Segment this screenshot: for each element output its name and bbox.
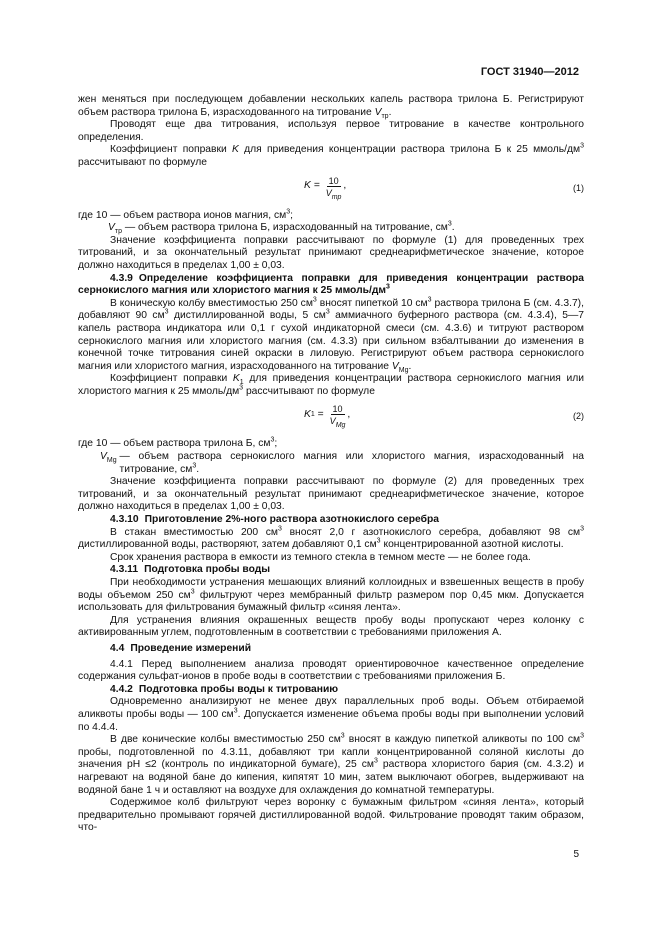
definition: $V_{тр}$ — объем раствора трилона Б, израсходованный на титрование, $см^3$.: [108, 220, 455, 236]
paragraph: Коэффициент поправки K для приведения концентрации раствора трилона Б к 25 ммоль/$дм^3$ рассчитывают по формуле: [78, 142, 584, 168]
document-body: [78, 94, 584, 835]
paragraph: В стакан вместимостью 200 $см^3$ вносят 2,0 г азотнокислого серебра, добавляют 98 $см^3$ дистиллированной воды, растворяют, затем добавляют 0,1 $см^3$ концентрированной азотной кислоты.: [78, 525, 584, 551]
paragraph: Коэффициент поправки $K_1$ для приведения концентрации раствора сернокислого магния или хлористого магния к 25 ммоль/$дм^3$ рассчитывают по формуле: [78, 373, 584, 397]
formula-number: (1): [573, 182, 584, 193]
paragraph: В коническую колбу вместимостью 250 $см^3$ вносят пипеткой 10 $см^3$ раствора трилона Б (см. 4.3.7), добавляют 90 $см^3$ дистиллированной воды, 5 $см^3$ аммиачного буферного раствора (см. 4.3.4), 5—7 капель раствора индикатора или 0,1 г сухой индикаторной смеси (см. 4.3.6) и титруют раствором сернокислого магния или хлористого магния (см. 4.3.3) при сильном взбалтывании до изменения в конечной точке титрования синей окраски в лиловую. Регистрируют объем раствора сернокислого магния или хлористого магния, израсходованного на титрование $V_{Mg}$.: [78, 296, 584, 374]
paragraph: Содержимое колб фильтруют через воронку с бумажным фильтром «синяя лента», который предварительно промывают горячей дистиллированной водой. Фильтрование проводят таким образом, что-: [78, 797, 584, 834]
paragraph: Срок хранения раствора в емкости из темного стекла в темном месте — не более года.: [110, 551, 531, 563]
paragraph: 4.4.1 Перед выполнением анализа проводят ориентировочное качественное определение содержания сульфат-ионов в пробе воды в соответствии с требованиями приложения Б.: [78, 658, 584, 683]
paragraph: В две конические колбы вместимостью 250 $см^3$ вносят в каждую пипеткой аликвоты по 100 $см^3$ пробы, подготовленной по 4.3.11, добавляют три капли концентрированной соляной кислоты до значения pH ≤2 (контроль по индикаторной бумаге), 25 $см^3$ раствора хлористого бария (см. 4.3.2) и нагревают на водяной бане до кипения, кипятят 10 мин, затем выключают обогрев, выдерживают на водяной бане 1 ч и оставляют на воздухе для охлаждения до комнатной температуры.: [78, 732, 584, 796]
paragraph: При необходимости устранения мешающих влияний коллоидных и взвешенных веществ в пробу воды объемом 250 $см^3$ фильтруют через мембранный фильтр размером пор 0,45 мкм. Допускается использовать для фильтрования бумажный фильтр «синяя лента».: [78, 577, 584, 614]
formula-number: (2): [573, 411, 584, 422]
section-heading-4-3-11: 4.3.11 Подготовка пробы воды: [110, 564, 271, 576]
section-heading-4-3-10: 4.3.10 Приготовление 2%-ного раствора азотнокислого серебра: [110, 514, 439, 526]
definition: $V_{Mg}$ — объем раствора сернокислого магния или хлористого магния, израсходованный на титрование, $см^3$.: [100, 451, 584, 475]
paragraph: жен меняться при последующем добавлении нескольких капель раствора трилона Б. Регистрируют объем раствора трилона Б, израсходованного на титрование $V_{тр}$.: [78, 94, 584, 120]
section-heading-4-4: 4.4 Проведение измерений: [110, 642, 252, 654]
definition: где 10 — объем раствора ионов магния, $см^3$;: [78, 208, 293, 221]
section-heading-4-3-9: 4.3.9 Определение коэффициента поправки для приведения концентрации раствора сернокислого магния или хлористого магния к 25 ммоль/$дм^3$: [78, 272, 584, 297]
formula-2: K 1 = $\frac{10}{V_{Mg}}$ , (2): [304, 404, 584, 430]
paragraph: Значение коэффициента поправки рассчитывают по формуле (1) для проведенных трех титрований, и за окончательный результат принимают среднеарифметическое значение, которое должно находиться в пределах 1,00 ± 0,03.: [78, 234, 584, 271]
definition: где 10 — объем раствора трилона Б, $см^3$;: [78, 437, 278, 450]
page-number: 5: [573, 849, 579, 860]
formula-1: K = $\frac{10}{V_{тр}}$ , (1): [304, 175, 584, 201]
standard-header: ГОСТ 31940—2012: [480, 66, 579, 78]
paragraph: Для устранения влияния окрашенных веществ пробу воды пропускают через колонку с активированным углем, подготовленным в соответствии с требованиями приложения А.: [78, 614, 584, 639]
paragraph: Значение коэффициента поправки рассчитывают по формуле (2) для проведенных трех титрований, и за окончательный результат принимают среднеарифметическое значение, которое должно находиться в пределах 1,00 ± 0,03.: [78, 476, 584, 513]
section-heading-4-4-2: 4.4.2 Подготовка пробы воды к титрованию: [110, 683, 339, 695]
paragraph: Проводят еще два титрования, используя первое титрование в качестве контрольного определения.: [78, 119, 584, 143]
paragraph: Одновременно анализируют не менее двух параллельных проб воды. Объем отбираемой аликвоты пробы воды — 100 $см^3$. Допускается изменение объема пробы воды при выполнении условий по 4.4.4.: [78, 696, 584, 733]
